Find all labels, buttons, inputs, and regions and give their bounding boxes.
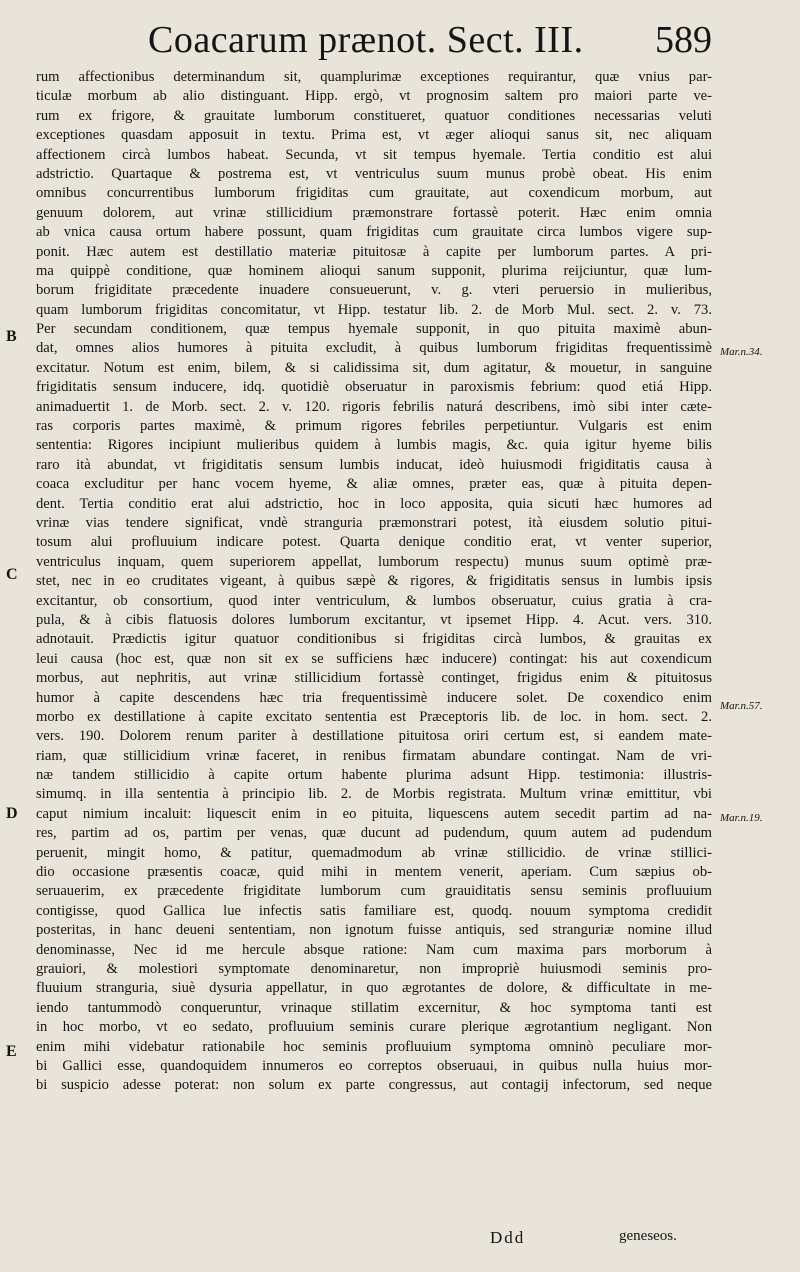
text-line: adnotauit. Prædictis igitur quatuor conditionibus si frigiditas circà lumbos, & grauitas ex <box>36 631 712 648</box>
running-header <box>0 18 800 68</box>
text-line: simumq. in illa sententia à principio lib. 2. de Morbis registrata. Multum vrinæ emittitur, vbi <box>36 786 712 803</box>
text-line: denominasse, Nec id me hercule absque ratione: Nam cum maxima pars morborum à <box>36 941 712 958</box>
text-line: in hoc morbo, vt eo sedato, profluuium seminis curare plerique ægrotantium negligant. Non <box>36 1019 712 1036</box>
text-line: stet, nec in eo cruditates vigeant, à quibus sæpè & rigores, & frigiditatis sensus in lumbis ipsis <box>36 573 712 590</box>
text-line: Per secundam conditionem, quæ tempus hyemale supponit, in quo pituita maximè abun- <box>36 321 712 338</box>
text-line: frigiditatis sensum inducere, idq. quotidiè obseruatur in paroxismis febrium: quod etiá Hipp. <box>36 379 712 396</box>
text-line: ab vnica causa ortum habere possunt, quam frigiditas cum grauitate circa lumbos vigere sup- <box>36 224 712 241</box>
text-line: grauiori, & molestiori symptomate denominaretur, non impropriè huiusmodi seminis pro- <box>36 960 712 977</box>
text-line: bi suspicio adesse poterat: non solum ex parte congressus, aut contagij infectorum, sed neque <box>36 1077 712 1094</box>
text-line: fluuium stranguria, siuè dysuria appellatur, in quo ægrotantes de dolore, & difficultate in me- <box>36 980 712 997</box>
text-line: ventriculus inquam, quem superiorem appellat, lumborum respectu) munus suum optimè præ- <box>36 553 712 570</box>
text-line: enim mihi videbatur rationabile hoc seminis profluuium symptoma omninò peculiare mor- <box>36 1038 712 1055</box>
text-line: contigisse, quod Gallica lue infectis satis familiare est, quodq. nouum symptoma credidit <box>36 902 712 919</box>
text-line: bi Gallici esse, quandoquidem innumeros eo correptos obseruaui, in quibus nulla huius mor- <box>36 1057 712 1074</box>
text-line: raro ità abundat, vt frigiditatis sensum lumbis inducat, ideò huiusmodi frigiditatis causa à <box>36 456 712 473</box>
text-line: vrinæ vias tendere significat, vndè stranguria præmonstrari potest, ità eiusdem solutio pitui- <box>36 514 712 531</box>
margin-note: Mar.n.19. <box>720 812 763 824</box>
text-line: leui causa (hoc est, quæ non sit ex se sufficiens hæc inducere) contingat: his aut coxendicum <box>36 650 712 667</box>
text-line: borum frigiditate præcedente inuadere consueuerunt, v. g. vteri peruersio in mulieribus, <box>36 282 712 299</box>
text-line: peruenit, mingit homo, & patitur, quemadmodum ab vrinæ stillicidio. de vrinæ stillici- <box>36 844 712 861</box>
margin-letter-e: E <box>6 1043 17 1060</box>
running-title: Coacarum prænot. Sect. III. <box>148 19 584 61</box>
text-line: res, partim ad os, partim per venas, quæ ducunt ad pudendum, quum autem ad pudendum <box>36 825 712 842</box>
text-line: tosum alui profluuium indicare potest. Quarta denique conditio erat, vt venter superior, <box>36 534 712 551</box>
text-line: rum ex frigore, & grauitate lumborum constitueret, quatuor conditiones necessarias veluti <box>36 107 712 124</box>
text-line: morbus, aut nephritis, aut vrinæ stillicidium fortassè continget, frigidus enim & pituitosus <box>36 670 712 687</box>
page-number: 589 <box>655 19 712 61</box>
text-line: riam, quæ stillicidium vrinæ faceret, in renibus firmatam abundare contingat. Nam de vri- <box>36 747 712 764</box>
text-line: humor à capite descendens hæc tria frequentissimè inducere solet. De coxendico enim <box>36 689 712 706</box>
text-line: dent. Tertia conditio erat alui adstrictio, hoc in loco apposita, quia sicuti hæc humores ad <box>36 495 712 512</box>
text-line: ticulæ morbum ab alio distinguant. Hipp. ergò, vt prognosim saltem pro maiori parte ve- <box>36 88 712 105</box>
text-line: vers. 190. Dolorem renum pariter à destillatione pituitosa oriri certum est, si eandem mate- <box>36 728 712 745</box>
margin-note: Mar.n.34. <box>720 346 763 358</box>
text-line: dat, omnes alios humores à pituita excludit, à quibus lumborum frigiditas frequentissimè <box>36 340 712 357</box>
text-line: morbo ex destillatione à capite excitato sententia est Præceptoris lib. de loc. in hom. sect. 2. <box>36 708 712 725</box>
text-line: omnibus concurrentibus lumborum frigiditas cum grauitate, aut coxendicum morbum, aut <box>36 185 712 202</box>
margin-letter-c: C <box>6 566 18 583</box>
text-line: rum affectionibus determinandum sit, quamplurimæ exceptiones requirantur, quæ vnius par- <box>36 69 712 85</box>
catchword: geneseos. <box>619 1228 677 1244</box>
text-line: adstrictio. Quartaque & postrema est, vt ventriculus suum munus probè obeat. His enim <box>36 165 712 182</box>
text-line: caput nimium incaluit: liquescit enim in eo pituita, liquescens autem secedit partim ad na- <box>36 805 712 822</box>
text-line: animaduertit 1. de Morb. sect. 2. v. 120. rigoris febrilis naturá describens, imò sibi inter cæte- <box>36 398 712 415</box>
text-line: excitatur. Notum est enim, bilem, & si calidissima sit, dum agitatur, & mouetur, in sanguine <box>36 359 712 376</box>
text-line: seruauerim, ex præcedente frigiditate lumborum cum grauiditatis sensu seminis profluuium <box>36 883 712 900</box>
page-footer <box>0 1228 800 1258</box>
text-line: ma quippè conditione, quæ hominem alioqui sanum supponit, plurima reijciuntur, quæ lum- <box>36 262 712 279</box>
text-line: sententia: Rigores incipiunt mulieribus quidem à lumbis magis, &c. quia igitur hyeme bilis <box>36 437 712 454</box>
margin-letter-b: B <box>6 328 17 345</box>
text-line: coaca excluditur per hanc vocem hyeme, & aliæ omnes, præter eas, quæ à pituita depen- <box>36 476 712 493</box>
text-line: posteritas, in hanc deueni sententiam, non ignotum fuisse antiquis, sed stranguriæ nomine illud <box>36 922 712 939</box>
margin-letter-d: D <box>6 805 18 822</box>
text-line: ponit. Hæc autem est destillatio materiæ pituitosæ à capite per lumborum partes. A pri- <box>36 243 712 260</box>
text-line: næ tandem stillicidio à capite ortum habente plurima adsunt Hipp. testimonia: illustris- <box>36 767 712 784</box>
margin-note: Mar.n.57. <box>720 700 763 712</box>
text-line: dio occasione præsentis coacæ, quid mihi in mentem venerit, aperiam. Cum sæpius ob- <box>36 864 712 881</box>
text-line: exceptiones quasdam apposuit in textu. Prima est, vt æger alioqui sanus sit, nec aliquam <box>36 127 712 144</box>
text-line: quam lumborum frigiditas concomitatur, vt Hipp. testatur lib. 2. de Morb Mul. sect. 2. v. 73. <box>36 301 712 318</box>
text-line: affectionem circà lumbos habeat. Secunda, vt sit tempus hyemale. Tertia conditio est alui <box>36 146 712 163</box>
text-line: pula, & à cibis flatuosis dolores lumborum excitantur, vt ipsemet Hipp. 4. Acut. vers. 310. <box>36 611 712 628</box>
text-line: excitantur, ob consortium, quod inter ventriculum, & lumbos obseruatur, cuius gratia à cra- <box>36 592 712 609</box>
text-line: ras corporis partes maximè, & primum rigores febriles perpetiuntur. Vulgaris est enim <box>36 418 712 435</box>
signature-mark: Ddd <box>490 1228 526 1247</box>
body-text <box>36 68 712 1096</box>
text-line: iendo tantummodò conqueruntur, vrinaque stillatim excernitur, & hoc symptoma tanti est <box>36 999 712 1016</box>
text-line: genuum dolorem, aut vrinæ stillicidium præmonstrare fortassè poterit. Hæc enim omnia <box>36 204 712 221</box>
